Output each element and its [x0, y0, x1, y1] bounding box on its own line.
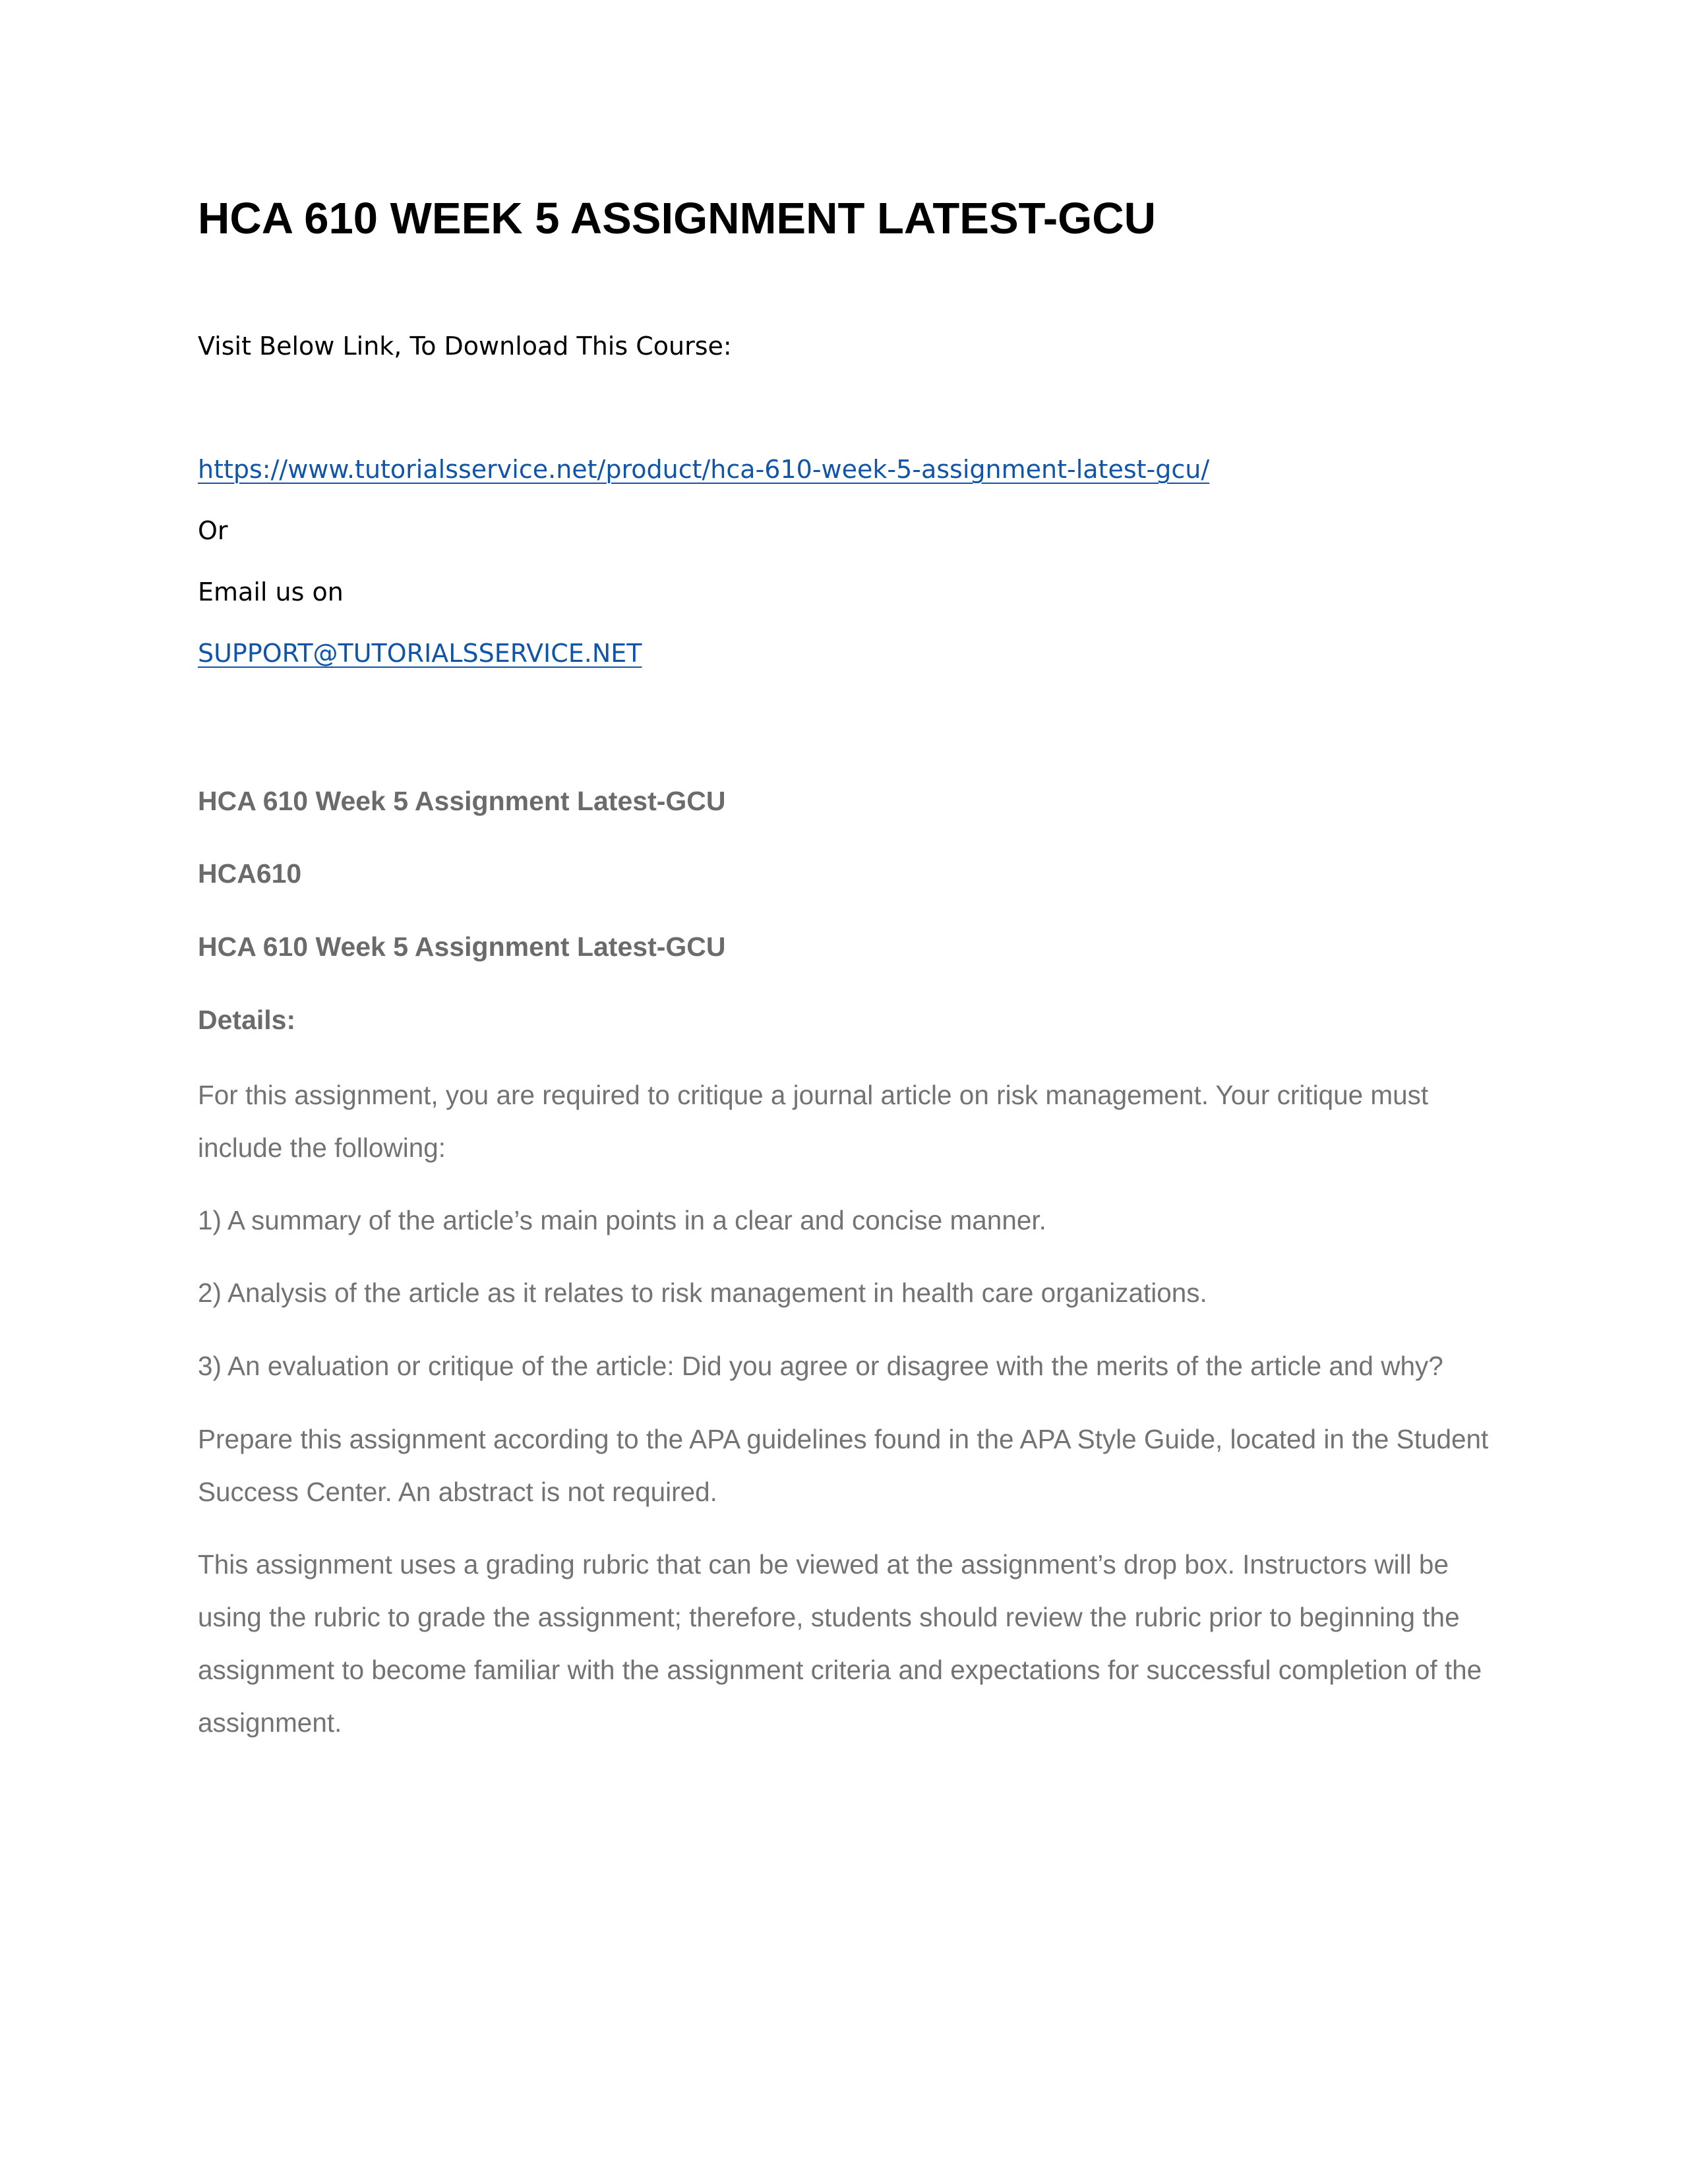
or-text: Or — [198, 516, 228, 545]
assignment-subheading: HCA 610 Week 5 Assignment Latest-GCU — [198, 931, 726, 962]
support-email-line — [198, 637, 642, 670]
requirement-item-1: 1) A summary of the article’s main points in a clear and concise manner. — [198, 1205, 1046, 1235]
download-intro-text: Visit Below Link, To Download This Course: — [198, 332, 732, 361]
course-code: HCA610 — [198, 858, 302, 889]
email-prompt-text: Email us on — [198, 577, 344, 606]
details-label: Details: — [198, 1005, 296, 1035]
intro-paragraph: For this assignment, you are required to critique a journal article on risk management. Your critique must include the following: — [198, 1080, 1429, 1163]
requirement-item-2: 2) Analysis of the article as it relates to risk management in health care organizations. — [198, 1278, 1207, 1308]
requirement-item-3: 3) An evaluation or critique of the article: Did you agree or disagree with the merits of the article and why? — [198, 1351, 1443, 1381]
course-download-link[interactable]: https://www.tutorialsservice.net/product/hca-610-week-5-assignment-latest-gcu/ — [198, 455, 1210, 484]
rubric-paragraph: This assignment uses a grading rubric that can be viewed at the assignment’s drop box. Instructors will be using the rubric to grade the assignment; therefore, students should review the rubric prior to beginning the assignment to become familiar with the assignment criteria and expectations for successful completion of the assignment. — [198, 1549, 1482, 1738]
assignment-heading: HCA 610 Week 5 Assignment Latest-GCU — [198, 786, 726, 816]
support-email-link[interactable]: SUPPORT@TUTORIALSSERVICE.NET — [198, 639, 642, 668]
document-title: HCA 610 WEEK 5 ASSIGNMENT LATEST-GCU — [198, 194, 1157, 243]
apa-paragraph: Prepare this assignment according to the APA guidelines found in the APA Style Guide, located in the Student Success Center. An abstract is not required. — [198, 1424, 1489, 1507]
course-link-line — [198, 453, 1209, 486]
